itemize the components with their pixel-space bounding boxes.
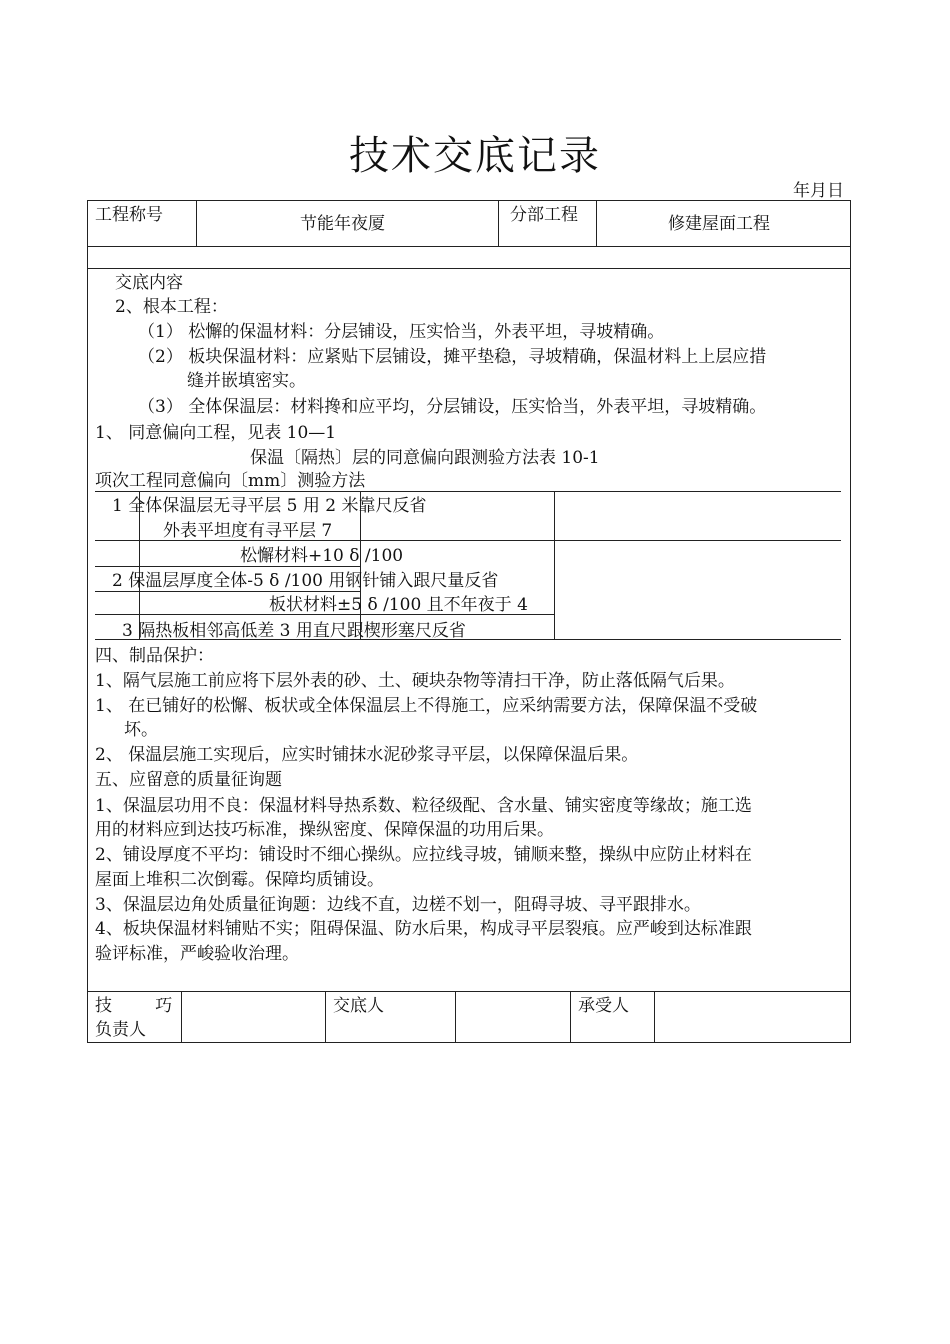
table-row: 松懈材料+10 δ /100 bbox=[240, 546, 404, 566]
protection-item: 1、隔气层施工前应将下层外表的砂、土、硬块杂物等清扫干净，防止落低隔气后果。 bbox=[95, 671, 735, 691]
basic-work-heading: 2、根本工程： bbox=[115, 297, 228, 317]
table-row: 3 隔热板相邻高低差 3 用直尺跟楔形塞尺反省 bbox=[122, 621, 466, 641]
handover-person-label: 交底人 bbox=[333, 996, 384, 1016]
receiver-label: 承受人 bbox=[578, 996, 629, 1016]
subproject-label: 分部工程 bbox=[510, 205, 578, 225]
content-item: （3） 全体保温层：材料搀和应平均，分层铺设，压实恰当，外表平坦，寻坡精确。 bbox=[138, 397, 767, 417]
quality-item: 屋面上堆积二次倒霉。保障均质铺设。 bbox=[95, 870, 384, 890]
subproject-value: 修建屋面工程 bbox=[668, 214, 770, 234]
table-row: 板状材料±5 δ /100 且不年夜于 4 bbox=[269, 595, 528, 615]
table-caption: 保温〔隔热〕层的同意偏向跟测验方法表 10-1 bbox=[250, 448, 600, 468]
quality-item: 验评标准，严峻验收治理。 bbox=[95, 944, 299, 964]
project-name-value: 节能年夜厦 bbox=[300, 214, 385, 234]
table-row: 1 全体保温层无寻平层 5 用 2 米靠尺反省 bbox=[112, 496, 427, 516]
quality-item: 3、保温层边角处质量征询题：边线不直，边槎不划一，阻碍寻坡、寻平跟排水。 bbox=[95, 895, 701, 915]
content-heading: 交底内容 bbox=[115, 273, 183, 293]
page-title: 技术交底记录 bbox=[349, 133, 601, 179]
quality-heading: 五、应留意的质量征询题 bbox=[95, 770, 282, 790]
protection-item: 2、 保温层施工实现后，应实时铺抹水泥砂浆寻平层，以保障保温后果。 bbox=[95, 745, 639, 765]
content-item: （2） 板块保温材料：应紧贴下层铺设，摊平垫稳，寻坡精确，保温材料上上层应措 bbox=[138, 347, 767, 367]
protection-item: 坏。 bbox=[124, 720, 158, 740]
quality-item: 用的材料应到达技巧标准，操纵密度、保障保温的功用后果。 bbox=[95, 820, 554, 840]
table-row: 外表平坦度有寻平层 7 bbox=[163, 521, 333, 541]
quality-item: 1、保温层功用不良：保温材料导热系数、粒径级配、含水量、铺实密度等缘故；施工选 bbox=[95, 796, 752, 816]
project-name-label: 工程称号 bbox=[95, 205, 163, 225]
tech-lead-label: 技 巧 bbox=[95, 996, 173, 1016]
quality-item: 2、铺设厚度不平均：铺设时不细心操纵。应拉线寻坡，铺顺来整，操纵中应防止材料在 bbox=[95, 845, 752, 865]
tech-lead-label-line2: 负责人 bbox=[95, 1020, 146, 1040]
table-row: 2 保温层厚度全体-5 δ /100 用钢针铺入跟尺量反省 bbox=[112, 571, 499, 591]
quality-item: 4、板块保温材料铺贴不实；阻碍保温、防水后果，构成寻平层裂痕。应严峻到达标准跟 bbox=[95, 919, 752, 939]
content-item: 缝并嵌填密实。 bbox=[187, 371, 306, 391]
deviation-intro: 1、 同意偏向工程，见表 10—1 bbox=[95, 423, 337, 443]
protection-heading: 四、制品保护： bbox=[95, 646, 214, 666]
date-label: 年月日 bbox=[793, 181, 844, 201]
table-header: 项次工程同意偏向〔mm〕测验方法 bbox=[95, 471, 366, 491]
content-item: （1） 松懈的保温材料：分层铺设，压实恰当，外表平坦，寻坡精确。 bbox=[138, 322, 665, 342]
protection-item: 1、 在已铺好的松懈、板状或全体保温层上不得施工，应采纳需要方法，保障保温不受破 bbox=[95, 696, 758, 716]
